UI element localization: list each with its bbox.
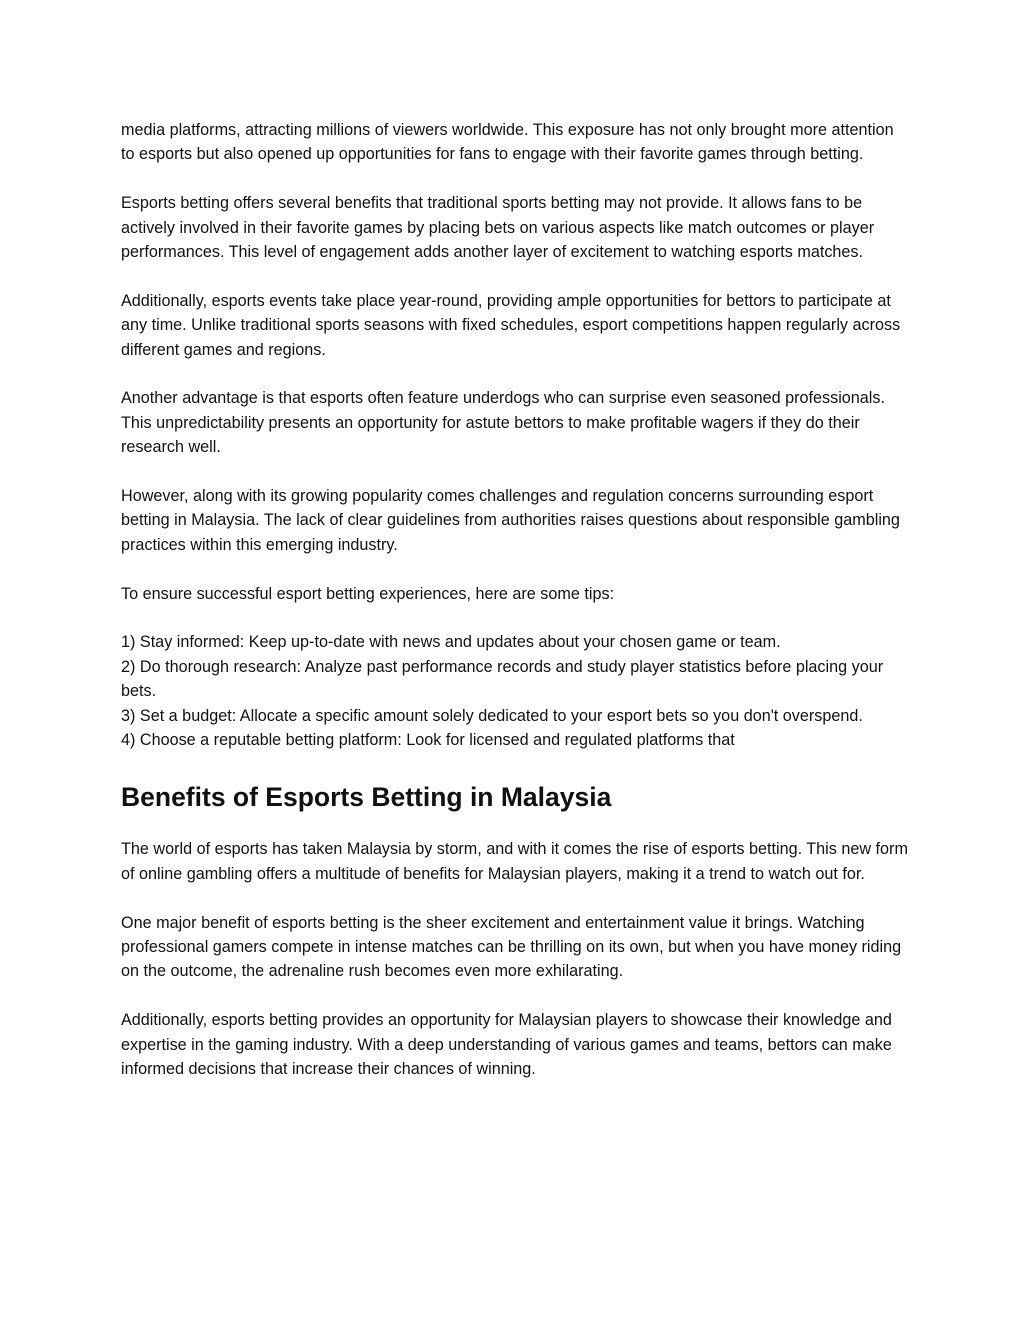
tip-item-2: 2) Do thorough research: Analyze past performance records and study player statistics before placing your bets.	[121, 657, 884, 701]
heading-gap-bottom	[121, 814, 911, 837]
intro-paragraph-1: media platforms, attracting millions of viewers worldwide. This exposure has not only brought more attention to esports but also opened up opportunities for fans to engage with their favorite games through betting.	[121, 121, 894, 164]
tip-item-1: 1) Stay informed: Keep up-to-date with news and updates about your chosen game or team.	[121, 633, 781, 652]
paragraph-gap	[121, 362, 911, 386]
section-paragraph-3: Additionally, esports betting provides an opportunity for Malaysian players to showcase their knowledge and expertise in the gaming industry. With a deep understanding of various games and teams, bettors can make informed decisions that increase their chances of winning.	[121, 1011, 892, 1079]
paragraph-gap	[121, 606, 911, 630]
intro-paragraph-4: Another advantage is that esports often feature underdogs who can surprise even seasoned professionals. This unpredictability presents an opportunity for astute bettors to make profitable wagers if they do their research well.	[121, 389, 885, 457]
tip-item-4: 4) Choose a reputable betting platform: Look for licensed and regulated platforms that	[121, 731, 735, 750]
paragraph-gap	[121, 460, 911, 484]
intro-paragraph-5: However, along with its growing popularity comes challenges and regulation concerns surrounding esport betting in Malaysia. The lack of clear guidelines from authorities raises questions about responsible gambling practices within this emerging industry.	[121, 487, 900, 554]
intro-paragraph-3: Additionally, esports events take place year-round, providing ample opportunities for bettors to participate at any time. Unlike traditional sports seasons with fixed schedules, esport competitions happen regularly across different games and regions.	[121, 291, 901, 359]
intro-paragraph-2: Esports betting offers several benefits that traditional sports betting may not provide. It allows fans to be actively involved in their favorite games by placing bets on various aspects like match outcomes or player performances. This level of engagement adds another layer of excitement to watching esports matches.	[121, 194, 875, 262]
section-paragraph-1: The world of esports has taken Malaysia by storm, and with it comes the rise of esports betting. This new form of online gambling offers a multitude of benefits for Malaysian players, making it a trend to watch out for.	[121, 840, 908, 883]
section-paragraph-2: One major benefit of esports betting is the sheer excitement and entertainment value it brings. Watching professional gamers compete in intense matches can be thrilling on its own, but when you have money riding on the outcome, the adrenaline rush becomes even more exhilarating.	[121, 913, 902, 981]
tips-list	[121, 630, 911, 752]
paragraph-gap	[121, 886, 911, 910]
paragraph-gap	[121, 167, 911, 191]
paragraph-gap	[121, 557, 911, 581]
tips-intro: To ensure successful esport betting experiences, here are some tips:	[121, 584, 615, 603]
paragraph-gap	[121, 264, 911, 288]
paragraph-gap	[121, 984, 911, 1008]
document-page	[121, 118, 911, 1082]
tip-item-3: 3) Set a budget: Allocate a specific amount solely dedicated to your esport bets so you don't overspend.	[121, 706, 863, 725]
section-heading: Benefits of Esports Betting in Malaysia	[121, 782, 612, 813]
heading-gap-top	[121, 752, 911, 780]
